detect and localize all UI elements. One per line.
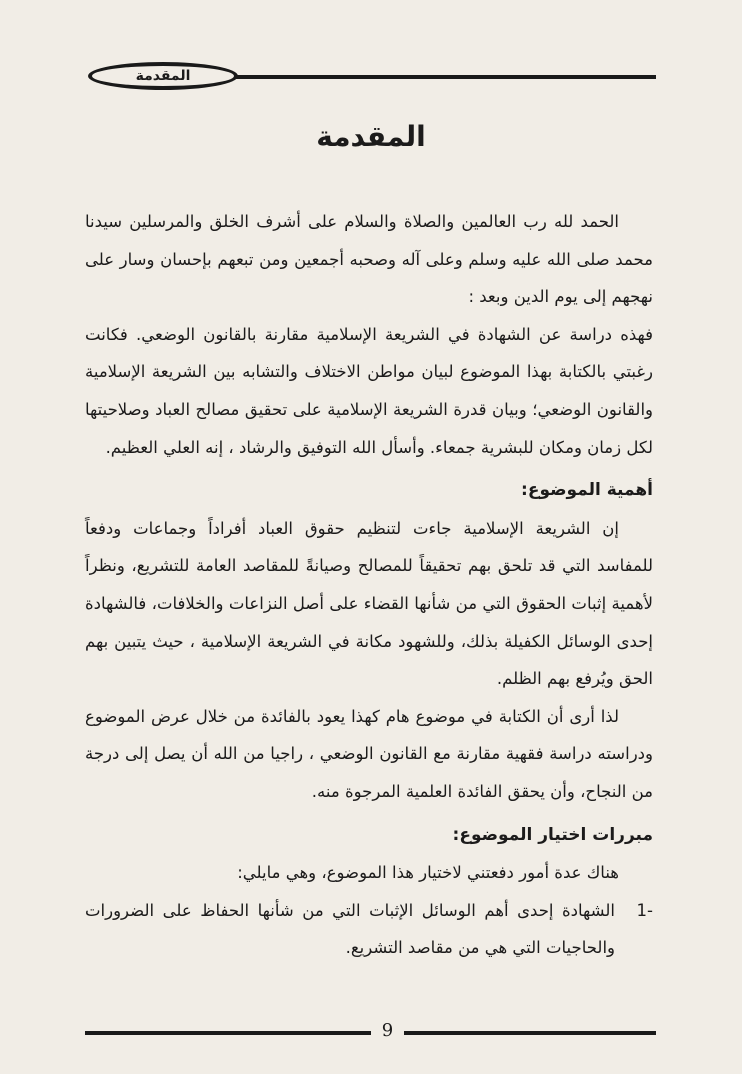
section-heading: أهمية الموضوع: <box>521 480 653 501</box>
section-heading: مبررات اختيار الموضوع: <box>452 824 653 845</box>
paragraph: هناك عدة أمور دفعتني لاختيار هذا الموضوع، وهي مايلي: <box>237 863 619 883</box>
page-number: 9 <box>381 1020 394 1041</box>
page-title: المقدمة <box>316 120 426 153</box>
paragraph: إن الشريعة الإسلامية جاءت لتنظيم حقوق العباد أفراداً وجماعات ودفعاً للمفاسد التي قد تلحق بهم تحقيقاً للمصالح وصيانةً للمقاصد العامة للتشريع، ونظراً لأهمية إثبات الحقوق التي من شأنها القضاء على أصل النزاعات والخلافات، فالشهادة إحدى الوسائل الكفيلة بذلك، وللشهود مكانة في الشريعة الإسلامية ، حيث يتبين بهم الحق ويُرفع بهم الظلم. <box>85 518 653 689</box>
footer-rule-left <box>85 1031 371 1035</box>
paragraph: الحمد لله رب العالمين والصلاة والسلام على أشرف الخلق والمرسلين سيدنا محمد صلى الله عليه وسلم وعلى آله وصحبه أجمعين ومن تبعهم بإحسان وسار على نهجهم إلى يوم الدين وبعد : <box>85 212 653 307</box>
paragraph: فهذه دراسة عن الشهادة في الشريعة الإسلامية مقارنة بالقانون الوضعي. فكانت رغبتي بالكتابة بهذا الموضوع لبيان مواطن الاختلاف والتشابه بين الشريعة الإسلامية والقانون الوضعي؛ وبيان قدرة الشريعة الإسلامية على تحقيق مصالح العباد وصلاحيتها لكل زمان ومكان للبشرية جمعاء. وأسأل الله التوفيق والرشاد ، إنه العلي العظيم. <box>85 324 653 457</box>
body-text <box>85 203 653 967</box>
header-section-tag <box>88 62 238 90</box>
list-item <box>85 892 653 967</box>
paragraph: لذا أرى أن الكتابة في موضوع هام كهذا يعود بالفائدة من خلال عرض الموضوع ودراسته دراسة فقهية مقارنة مع القانون الوضعي ، راجيا من الله أن يصل إلى درجة من النجاح، وأن يحقق الفائدة العلمية المرجوة منه. <box>85 706 653 801</box>
list-item-text: الشهادة إحدى أهم الوسائل الإثبات التي من شأنها الحفاظ على الضرورات والحاجيات التي هي من مقاصد التشريع. <box>85 900 615 958</box>
list-item-number: -1 <box>636 900 653 920</box>
header-rule <box>236 75 656 79</box>
header-section-label: المقدمة <box>135 68 191 84</box>
footer-rule-right <box>404 1031 656 1035</box>
